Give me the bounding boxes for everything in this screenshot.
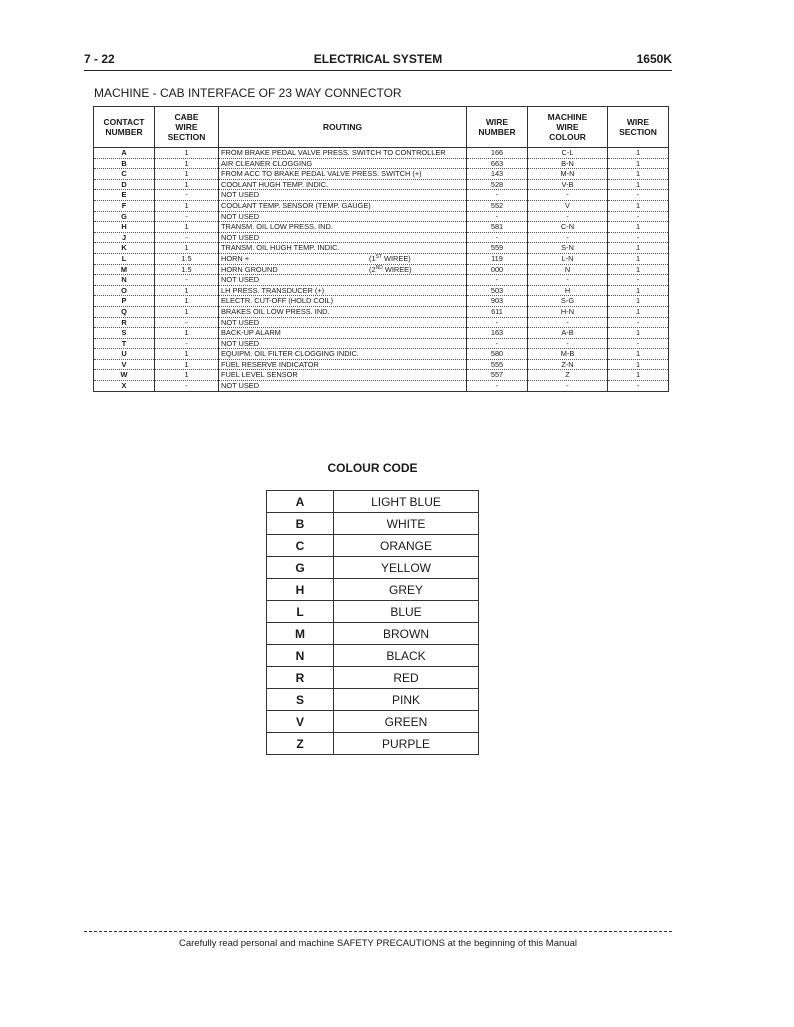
cabe-cell: 1 — [155, 179, 219, 190]
colour-code-name: LIGHT BLUE — [334, 491, 479, 513]
table-row — [94, 264, 669, 275]
wire-number-cell: 555 — [467, 359, 528, 370]
routing-cell: NOT USED — [219, 275, 467, 286]
cabe-cell: 1 — [155, 349, 219, 360]
wire-number-cell: - — [467, 190, 528, 201]
table-title: MACHINE - CAB INTERFACE OF 23 WAY CONNECTOR — [94, 86, 402, 100]
routing-cell: ELECTR. CUT-OFF (HOLD COIL) — [219, 296, 467, 307]
colour-code-name: ORANGE — [334, 535, 479, 557]
cabe-cell: 1 — [155, 306, 219, 317]
wire-number-cell: 611 — [467, 306, 528, 317]
cabe-cell: 1 — [155, 359, 219, 370]
colour-code-row — [267, 557, 479, 579]
table-row — [94, 232, 669, 243]
colour-cell: H — [528, 285, 608, 296]
colour-code-name: BROWN — [334, 623, 479, 645]
section-cell: 1 — [608, 359, 669, 370]
section-cell: 1 — [608, 253, 669, 264]
table-row — [94, 148, 669, 159]
colour-code-name: WHITE — [334, 513, 479, 535]
cabe-cell: - — [155, 232, 219, 243]
table-body — [94, 148, 669, 392]
contact-cell: H — [94, 222, 155, 233]
colour-code-row — [267, 645, 479, 667]
colour-code-name: RED — [334, 667, 479, 689]
cabe-cell: - — [155, 211, 219, 222]
section-cell: 1 — [608, 148, 669, 159]
section-cell: 1 — [608, 370, 669, 381]
colour-code-letter: G — [267, 557, 334, 579]
contact-cell: T — [94, 338, 155, 349]
wire-number-cell: 903 — [467, 296, 528, 307]
table-row — [94, 381, 669, 392]
table-row — [94, 200, 669, 211]
colour-cell: H-N — [528, 306, 608, 317]
wire-number-cell: 503 — [467, 285, 528, 296]
wire-number-cell: 581 — [467, 222, 528, 233]
section-cell: 1 — [608, 306, 669, 317]
routing-cell: BACK-UP ALARM — [219, 328, 467, 339]
section-cell: 1 — [608, 158, 669, 169]
colour-code-letter: H — [267, 579, 334, 601]
table-row — [94, 328, 669, 339]
footer-divider — [84, 931, 672, 932]
cabe-cell: 1 — [155, 328, 219, 339]
table-row — [94, 253, 669, 264]
colour-cell: - — [528, 211, 608, 222]
table-row — [94, 179, 669, 190]
routing-text: HORN GROUND — [221, 264, 278, 274]
table-row — [94, 349, 669, 360]
routing-cell — [219, 264, 467, 275]
wire-number-cell: 143 — [467, 169, 528, 180]
routing-cell: BRAKES OIL LOW PRESS. IND. — [219, 306, 467, 317]
colour-code-letter: C — [267, 535, 334, 557]
routing-cell: EQUIPM. OIL FILTER CLOGGING INDIC. — [219, 349, 467, 360]
section-cell: - — [608, 190, 669, 201]
colour-cell: S-G — [528, 296, 608, 307]
routing-cell: AIR CLEANER CLOGGING — [219, 158, 467, 169]
cabe-cell: - — [155, 381, 219, 392]
contact-cell: F — [94, 200, 155, 211]
footer-safety-note: Carefully read personal and machine SAFETY PRECAUTIONS at the beginning of this Manual — [179, 938, 577, 949]
routing-cell: NOT USED — [219, 232, 467, 243]
colour-code-row — [267, 667, 479, 689]
wire-number-cell: - — [467, 211, 528, 222]
connector-table — [93, 106, 669, 392]
cabe-cell: 1.5 — [155, 264, 219, 275]
table-header-row — [94, 107, 669, 148]
table-row — [94, 285, 669, 296]
colour-cell: Z — [528, 370, 608, 381]
contact-cell: D — [94, 179, 155, 190]
contact-cell: W — [94, 370, 155, 381]
colour-code-table — [266, 490, 479, 755]
section-cell: 1 — [608, 328, 669, 339]
colour-code-letter: R — [267, 667, 334, 689]
table-row — [94, 306, 669, 317]
colour-cell: - — [528, 381, 608, 392]
wire-number-cell: - — [467, 317, 528, 328]
routing-cell: TRANSM. OIL HUGH TEMP. INDIC. — [219, 243, 467, 254]
section-cell: - — [608, 317, 669, 328]
contact-cell: K — [94, 243, 155, 254]
wire-number-cell: 559 — [467, 243, 528, 254]
wire-number-cell: 528 — [467, 179, 528, 190]
contact-cell: G — [94, 211, 155, 222]
routing-cell: COOLANT HUGH TEMP. INDIC. — [219, 179, 467, 190]
contact-cell: R — [94, 317, 155, 328]
section-cell: 1 — [608, 285, 669, 296]
section-cell: - — [608, 381, 669, 392]
colour-code-letter: V — [267, 711, 334, 733]
colour-cell: - — [528, 190, 608, 201]
colour-code-name: BLACK — [334, 645, 479, 667]
contact-cell: N — [94, 275, 155, 286]
colour-cell: - — [528, 232, 608, 243]
colour-cell: C-L — [528, 148, 608, 159]
cabe-cell: 1 — [155, 370, 219, 381]
contact-cell: X — [94, 381, 155, 392]
colour-code-letter: S — [267, 689, 334, 711]
cabe-cell: 1 — [155, 158, 219, 169]
table-row — [94, 275, 669, 286]
cabe-cell: - — [155, 275, 219, 286]
colour-code-row — [267, 513, 479, 535]
colour-cell: B-N — [528, 158, 608, 169]
cabe-cell: 1 — [155, 285, 219, 296]
colour-code-letter: M — [267, 623, 334, 645]
wire-number-cell: - — [467, 338, 528, 349]
wire-number-cell: - — [467, 381, 528, 392]
contact-cell: P — [94, 296, 155, 307]
table-row — [94, 370, 669, 381]
section-cell: - — [608, 211, 669, 222]
contact-cell: M — [94, 264, 155, 275]
cabe-cell: 1 — [155, 243, 219, 254]
section-cell: 1 — [608, 169, 669, 180]
colour-code-name: GREEN — [334, 711, 479, 733]
contact-cell: V — [94, 359, 155, 370]
header-cabe-wire-section: CABE WIRE SECTION — [155, 107, 219, 148]
section-cell: - — [608, 338, 669, 349]
colour-code-letter: B — [267, 513, 334, 535]
colour-cell: M-N — [528, 169, 608, 180]
table-row — [94, 359, 669, 370]
wire-number-cell: 000 — [467, 264, 528, 275]
wire-number-cell: 557 — [467, 370, 528, 381]
table-row — [94, 190, 669, 201]
cabe-cell: 1 — [155, 200, 219, 211]
contact-cell: S — [94, 328, 155, 339]
header-routing: ROUTING — [219, 107, 467, 148]
colour-code-row — [267, 601, 479, 623]
routing-cell: NOT USED — [219, 338, 467, 349]
section-heading: ELECTRICAL SYSTEM — [313, 52, 443, 66]
section-cell: 1 — [608, 264, 669, 275]
table-row — [94, 222, 669, 233]
contact-cell: C — [94, 169, 155, 180]
contact-cell: B — [94, 158, 155, 169]
table-row — [94, 243, 669, 254]
colour-cell: S-N — [528, 243, 608, 254]
routing-cell: COOLANT TEMP. SENSOR (TEMP. GAUGE) — [219, 200, 467, 211]
contact-cell: O — [94, 285, 155, 296]
wire-number-cell: 663 — [467, 158, 528, 169]
table-row — [94, 338, 669, 349]
colour-code-letter: N — [267, 645, 334, 667]
contact-cell: J — [94, 232, 155, 243]
page-number: 7 - 22 — [84, 52, 115, 66]
colour-code-row — [267, 623, 479, 645]
colour-code-name: YELLOW — [334, 557, 479, 579]
colour-code-letter: Z — [267, 733, 334, 755]
table-row — [94, 211, 669, 222]
section-cell: - — [608, 232, 669, 243]
colour-cell: N — [528, 264, 608, 275]
wire-number-cell: 552 — [467, 200, 528, 211]
wire-number-cell: 580 — [467, 349, 528, 360]
colour-code-name: BLUE — [334, 601, 479, 623]
colour-cell: L-N — [528, 253, 608, 264]
header-wire-section: WIRE SECTION — [608, 107, 669, 148]
wire-note: (1ST WIREE) — [369, 253, 411, 263]
colour-cell: - — [528, 275, 608, 286]
section-cell: 1 — [608, 296, 669, 307]
contact-cell: A — [94, 148, 155, 159]
header-machine-wire-colour: MACHINE WIRE COLOUR — [528, 107, 608, 148]
colour-code-row — [267, 579, 479, 601]
colour-code-name: PURPLE — [334, 733, 479, 755]
routing-cell: FUEL LEVEL SENSOR — [219, 370, 467, 381]
section-cell: 1 — [608, 200, 669, 211]
cabe-cell: 1 — [155, 296, 219, 307]
routing-cell: LH PRESS. TRANSDUCER (+) — [219, 285, 467, 296]
cabe-cell: 1 — [155, 148, 219, 159]
table-row — [94, 296, 669, 307]
routing-cell: NOT USED — [219, 381, 467, 392]
model-number: 1650K — [636, 52, 672, 66]
colour-code-row — [267, 711, 479, 733]
section-cell: 1 — [608, 349, 669, 360]
wire-note: (2ND WIREE) — [369, 264, 412, 274]
colour-code-title: COLOUR CODE — [327, 461, 418, 475]
colour-cell: V-B — [528, 179, 608, 190]
cabe-cell: 1 — [155, 169, 219, 180]
colour-code-row — [267, 733, 479, 755]
colour-code-name: GREY — [334, 579, 479, 601]
colour-cell: C-N — [528, 222, 608, 233]
wire-number-cell: 163 — [467, 328, 528, 339]
routing-cell: TRANSM. OIL LOW PRESS. IND. — [219, 222, 467, 233]
routing-cell: FROM BRAKE PEDAL VALVE PRESS. SWITCH TO CONTROLLER — [219, 148, 467, 159]
cabe-cell: - — [155, 190, 219, 201]
cabe-cell: 1.5 — [155, 253, 219, 264]
routing-cell: FUEL RESERVE INDICATOR — [219, 359, 467, 370]
wire-number-cell: 119 — [467, 253, 528, 264]
contact-cell: L — [94, 253, 155, 264]
colour-code-row — [267, 491, 479, 513]
cabe-cell: - — [155, 317, 219, 328]
colour-code-name: PINK — [334, 689, 479, 711]
cabe-cell: - — [155, 338, 219, 349]
wire-number-cell: 166 — [467, 148, 528, 159]
wire-number-cell: - — [467, 275, 528, 286]
colour-cell: - — [528, 338, 608, 349]
colour-cell: V — [528, 200, 608, 211]
header-contact-number: CONTACT NUMBER — [94, 107, 155, 148]
colour-code-row — [267, 535, 479, 557]
colour-code-letter: L — [267, 601, 334, 623]
colour-cell: Z-N — [528, 359, 608, 370]
contact-cell: Q — [94, 306, 155, 317]
colour-cell: M-B — [528, 349, 608, 360]
routing-cell: NOT USED — [219, 317, 467, 328]
header-wire-number: WIRE NUMBER — [467, 107, 528, 148]
contact-cell: U — [94, 349, 155, 360]
table-row — [94, 158, 669, 169]
section-cell: - — [608, 275, 669, 286]
routing-cell: NOT USED — [219, 211, 467, 222]
section-cell: 1 — [608, 243, 669, 254]
section-cell: 1 — [608, 222, 669, 233]
routing-cell — [219, 253, 467, 264]
section-cell: 1 — [608, 179, 669, 190]
table-row — [94, 317, 669, 328]
routing-cell: FROM ACC TO BRAKE PEDAL VALVE PRESS. SWITCH (+) — [219, 169, 467, 180]
contact-cell: E — [94, 190, 155, 201]
colour-cell: A-B — [528, 328, 608, 339]
wire-number-cell: - — [467, 232, 528, 243]
table-row — [94, 169, 669, 180]
colour-code-row — [267, 689, 479, 711]
colour-code-letter: A — [267, 491, 334, 513]
routing-text: HORN + — [221, 253, 250, 263]
colour-cell: - — [528, 317, 608, 328]
routing-cell: NOT USED — [219, 190, 467, 201]
page-header — [84, 52, 672, 71]
cabe-cell: 1 — [155, 222, 219, 233]
